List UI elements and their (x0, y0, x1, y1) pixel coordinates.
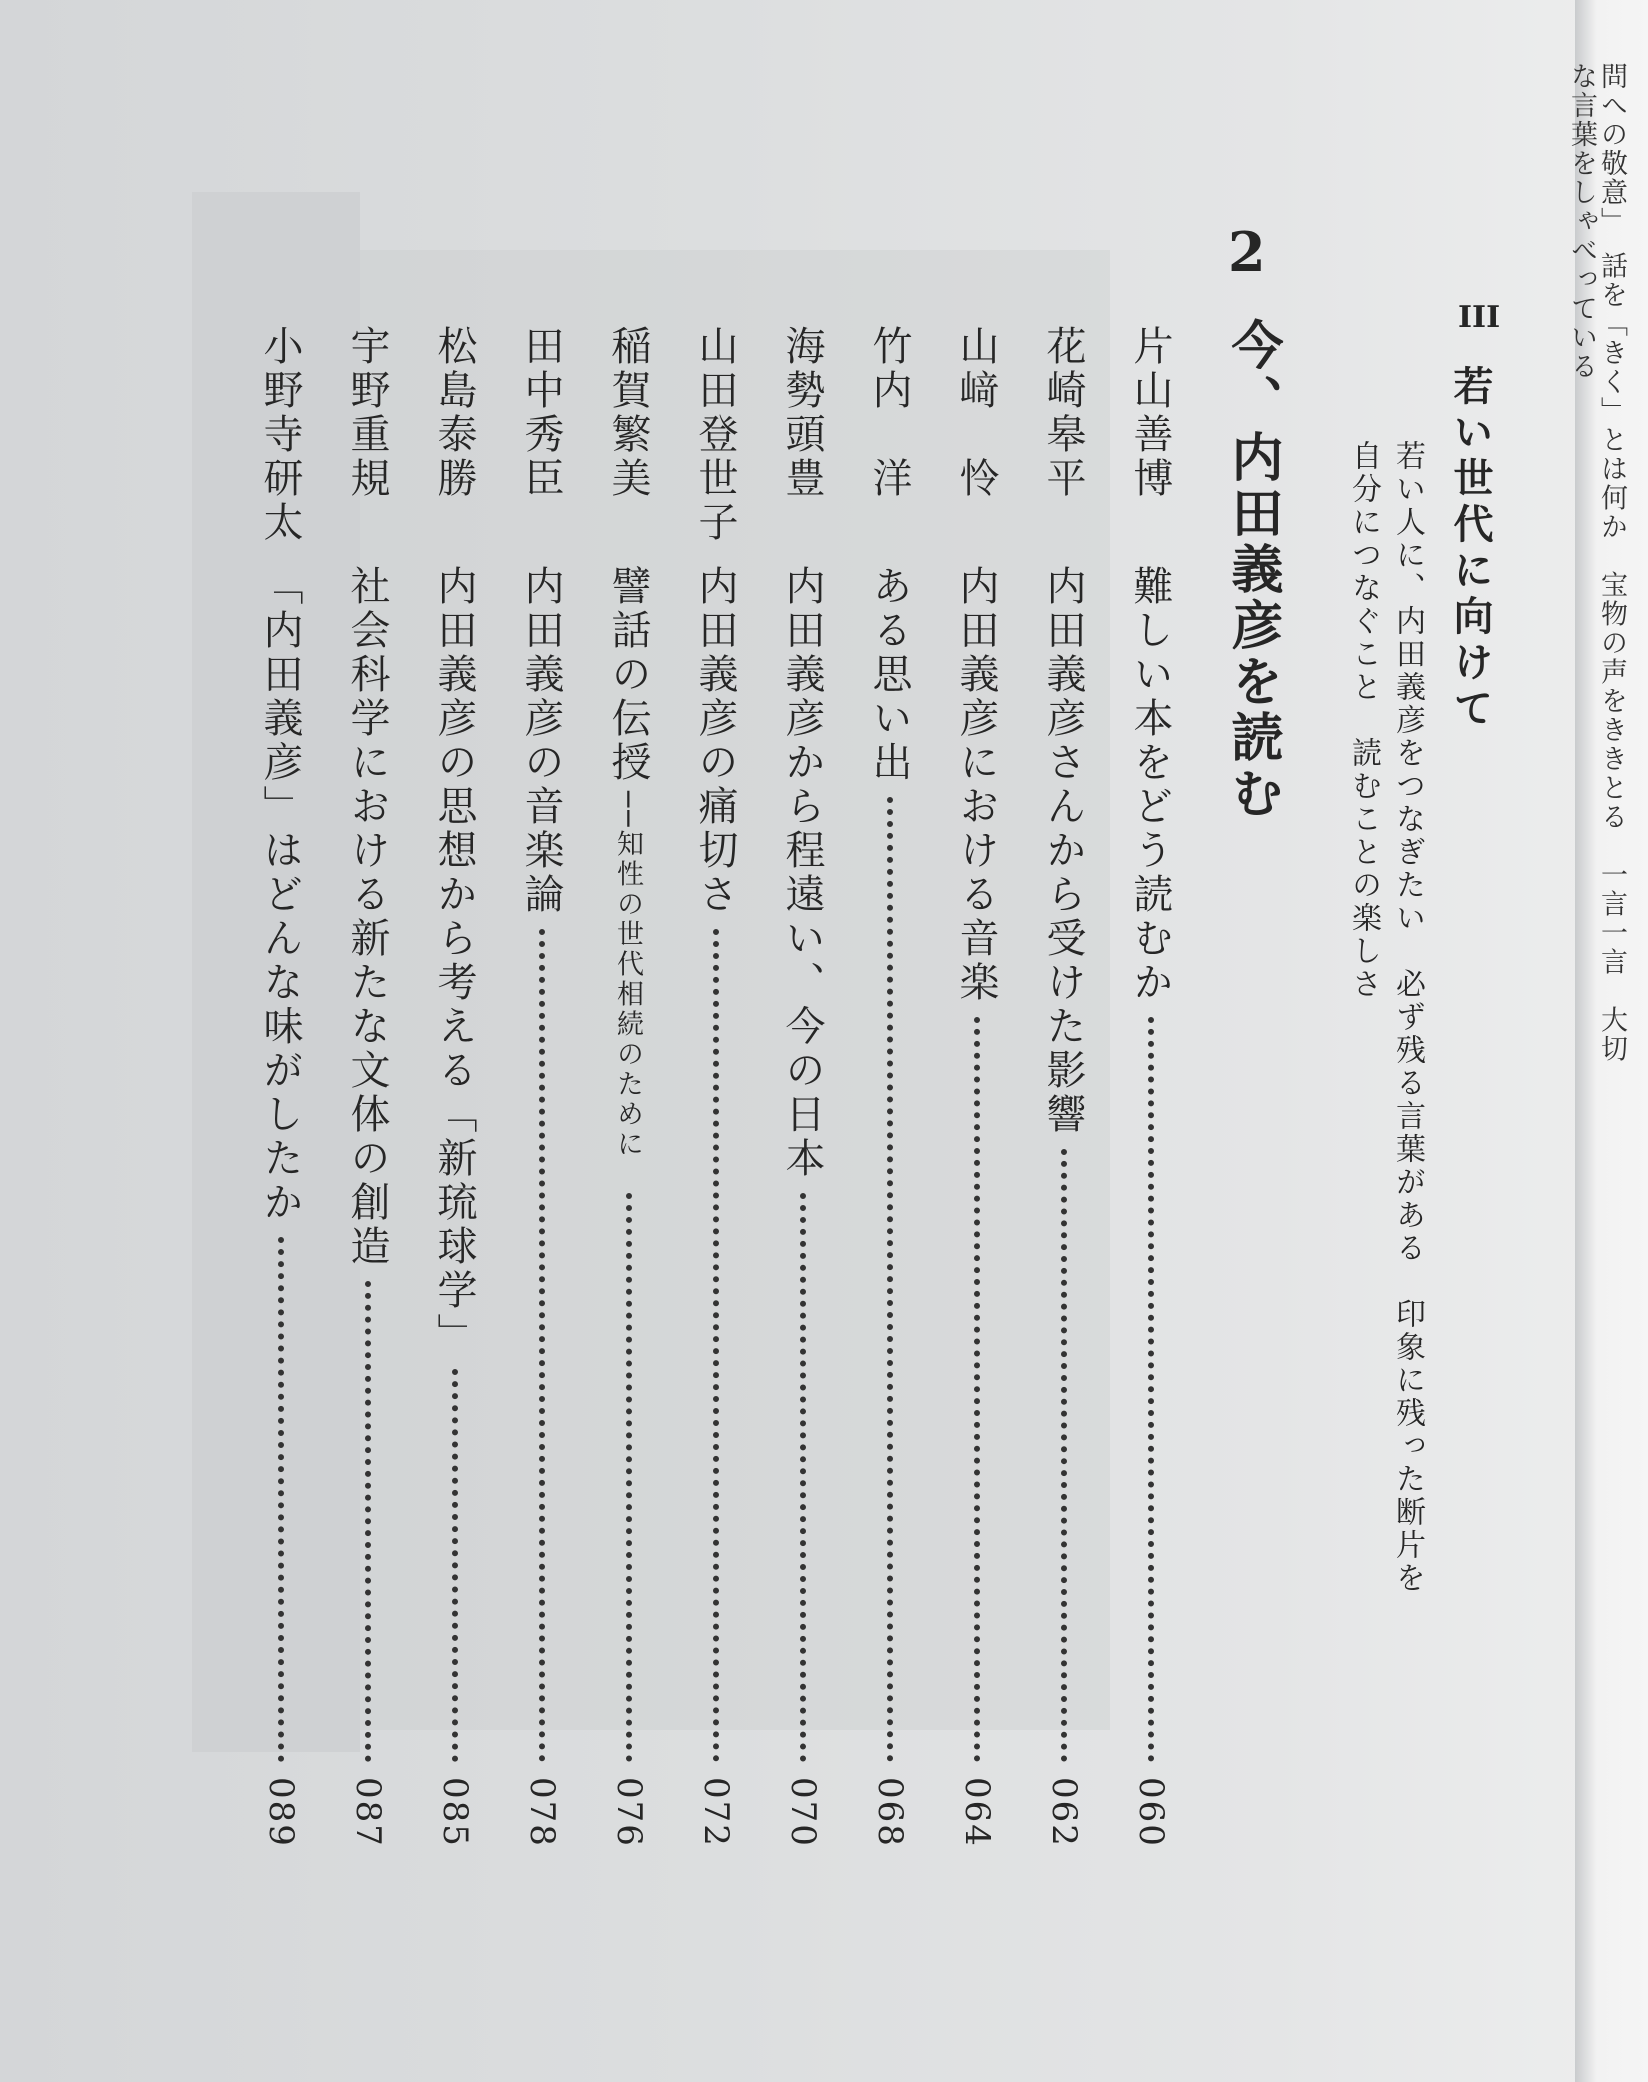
prev-page-line-2: な言葉をしゃべっている (1566, 62, 1597, 381)
toc-leader-dots (800, 1193, 806, 1762)
toc-leader-dots (365, 1281, 371, 1762)
toc-title[interactable]: 譬話の伝授 (605, 565, 651, 785)
toc-leader-dots (713, 929, 719, 1762)
toc-author: 花崎皋平 (1040, 325, 1086, 501)
toc-page-number[interactable]: 076 (609, 1777, 649, 1848)
toc-title[interactable]: 難しい本をどう読むか (1127, 565, 1173, 1005)
toc-leader-dots (626, 1193, 632, 1762)
prev-page-line-1: 問への敬意」 話を「きく」とは何か 宝物の声をききとる 一言一言 大切 (1596, 62, 1627, 1064)
toc-leader-dots (974, 1017, 980, 1762)
toc-author: 片山善博 (1127, 325, 1173, 501)
part-numeral: III (1458, 300, 1501, 335)
chapter-title: 今、内田義彦を読む (1222, 318, 1283, 822)
toc-page-number[interactable]: 070 (783, 1777, 823, 1848)
toc-page-number[interactable]: 089 (261, 1777, 301, 1848)
toc-leader-dots (887, 797, 893, 1762)
part-subtitle-line-2: 自分につなぐこと 読むことの楽しさ (1346, 440, 1381, 1001)
toc-subtitle: ──知性の世代相続のために (612, 791, 643, 1160)
toc-author: 稲賀繁美 (605, 325, 651, 501)
toc-page-number[interactable]: 078 (522, 1777, 562, 1848)
toc-page-number[interactable]: 072 (696, 1777, 736, 1848)
toc-leader-dots (452, 1369, 458, 1762)
toc-author: 山田登世子 (692, 325, 738, 545)
toc-title[interactable]: 「内田義彦」はどんな味がしたか (257, 565, 303, 1225)
toc-author: 田中秀臣 (518, 325, 564, 501)
toc-leader-dots (1148, 1017, 1154, 1762)
toc-title[interactable]: 内田義彦における音楽 (953, 565, 999, 1005)
toc-title[interactable]: 内田義彦の音楽論 (518, 565, 564, 917)
toc-title[interactable]: 内田義彦の思想から考える「新琉球学」 (431, 565, 477, 1357)
toc-author: 小野寺研太 (257, 325, 303, 545)
toc-author: 松島泰勝 (431, 325, 477, 501)
toc-page-number[interactable]: 062 (1044, 1777, 1084, 1848)
toc-title[interactable]: 社会科学における新たな文体の創造 (344, 565, 390, 1269)
toc-title[interactable]: 内田義彦から程遠い、今の日本 (779, 565, 825, 1181)
toc-author: 山﨑 怜 (953, 325, 999, 501)
toc-leader-dots (1061, 1149, 1067, 1762)
toc-page-number[interactable]: 064 (957, 1777, 997, 1848)
toc-page-number[interactable]: 087 (348, 1777, 388, 1848)
toc-author: 竹内 洋 (866, 325, 912, 501)
toc-title[interactable]: 内田義彦さんから受けた影響 (1040, 565, 1086, 1137)
toc-page-number[interactable]: 085 (435, 1777, 475, 1848)
toc-author: 海勢頭豊 (779, 325, 825, 501)
chapter-number: 2 (1228, 220, 1266, 284)
toc-page-number[interactable]: 060 (1131, 1777, 1171, 1848)
toc-leader-dots (278, 1237, 284, 1762)
toc-title[interactable]: 内田義彦の痛切さ (692, 565, 738, 917)
toc-page-number[interactable]: 068 (870, 1777, 910, 1848)
part-title: 若い世代に向けて (1447, 365, 1494, 733)
part-subtitle-line-1: 若い人に、内田義彦をつなぎたい 必ず残る言葉がある 印象に残った断片を (1390, 440, 1425, 1595)
toc-author: 宇野重規 (344, 325, 390, 501)
toc-leader-dots (539, 929, 545, 1762)
toc-title[interactable]: ある思い出 (866, 565, 912, 785)
